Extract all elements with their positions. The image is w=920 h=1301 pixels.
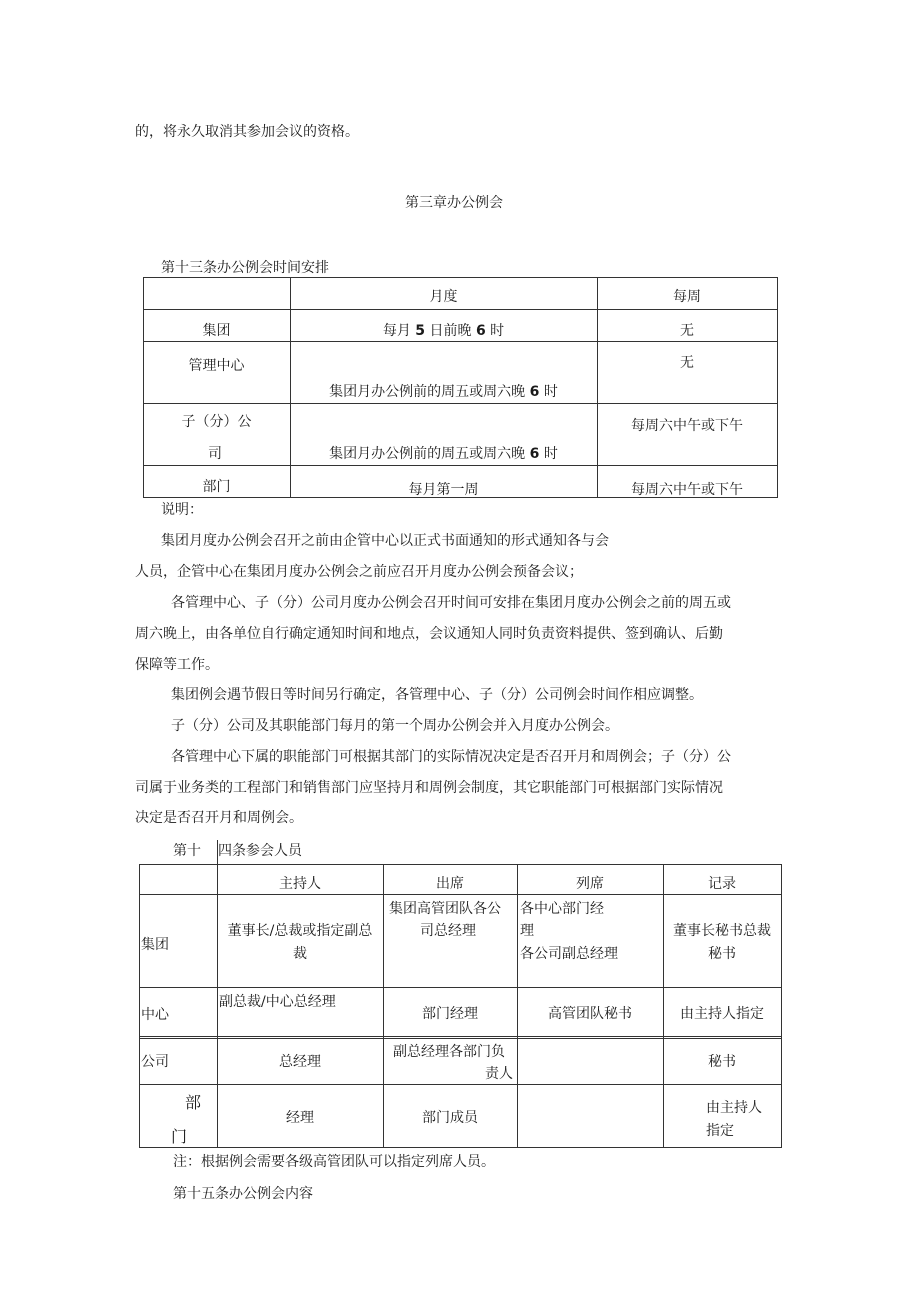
row-monthly-subsidiary: 集团月办公例前的周五或周六晚 6 时 <box>329 446 558 462</box>
att-observe-group-l2: 理 <box>520 923 534 939</box>
note-2-line-3: 保障等工作。 <box>135 657 219 673</box>
att-record-dept-l1: 由主持人 <box>706 1100 762 1116</box>
att-org-center: 中心 <box>141 1007 169 1023</box>
att-attend-company-l1: 副总经理各部门负 <box>393 1044 505 1060</box>
footnote: 注：根据例会需要各级高管团队可以指定列席人员。 <box>173 1154 495 1170</box>
row-weekly-center: 无 <box>680 355 694 371</box>
att-org-company: 公司 <box>141 1054 169 1070</box>
att-attend-group-l2: 司总经理 <box>420 923 476 939</box>
att-host-center: 副总裁/中心总经理 <box>219 994 336 1010</box>
note-1-line-2: 人员，企管中心在集团月度办公例会之前应召开月度办公例会预备会议； <box>135 564 583 580</box>
note-3: 集团例会遇节假日等时间另行确定，各管理中心、子（分）公司例会时间作相应调整。 <box>171 687 703 703</box>
note-5-line-3: 决定是否召开月和周例会。 <box>135 810 303 826</box>
note-4: 子（分）公司及其职能部门每月的第一个周办公例会并入月度办公例会。 <box>171 718 619 734</box>
att-record-dept-l2: 指定 <box>706 1123 734 1139</box>
att-attend-dept: 部门成员 <box>422 1110 478 1126</box>
col-header-attend: 出席 <box>436 876 464 892</box>
row-weekly-dept: 每周六中午或下午 <box>631 482 743 498</box>
col-header-host: 主持人 <box>279 876 321 892</box>
att-org-group: 集团 <box>141 937 169 953</box>
row-weekly-subsidiary: 每周六中午或下午 <box>631 418 743 434</box>
att-host-dept: 经理 <box>286 1110 314 1126</box>
article-14-title-a: 第十 <box>173 843 201 859</box>
col-header-observe: 列席 <box>576 876 604 892</box>
att-attend-company-l2: 责人 <box>485 1066 513 1082</box>
att-observe-group-l3: 各公司副总经理 <box>520 946 618 962</box>
att-observe-group-l1: 各中心部门经 <box>520 901 604 917</box>
note-5-line-2: 司属于业务类的工程部门和销售部门应坚持月和周例会制度，其它职能部门可根据部门实际情况 <box>135 780 723 796</box>
att-record-group-l1: 董事长秘书总裁 <box>673 923 771 939</box>
att-host-group-l1: 董事长/总裁或指定副总 <box>227 923 373 939</box>
notes-label: 说明： <box>161 502 203 518</box>
att-attend-center: 部门经理 <box>422 1006 478 1022</box>
article-14-title-b: 四条参会人员 <box>218 843 302 859</box>
row-weekly-group: 无 <box>680 323 694 339</box>
row-monthly-dept: 每月第一周 <box>408 482 479 498</box>
col-header-weekly: 每周 <box>673 289 701 305</box>
row-org-subsidiary-l2: 司 <box>208 446 222 462</box>
intro-line: 的，将永久取消其参加会议的资格。 <box>135 124 359 140</box>
att-attend-group-l1: 集团高管团队各公 <box>389 901 501 917</box>
row-org-group: 集团 <box>202 323 231 339</box>
row-monthly-group: 每月 5 日前晚 6 时 <box>382 323 505 339</box>
chapter-title: 第三章办公例会 <box>405 195 503 211</box>
article-15-title: 第十五条办公例会内容 <box>173 1186 313 1202</box>
att-record-group-l2: 秘书 <box>708 946 736 962</box>
row-org-subsidiary-l1: 子（分）公 <box>181 414 252 430</box>
att-host-company: 总经理 <box>279 1054 321 1070</box>
att-host-group-l2: 裁 <box>293 946 307 962</box>
note-1-line-1: 集团月度办公例会召开之前由企管中心以正式书面通知的形式通知各与会 <box>161 533 609 549</box>
note-2-line-1: 各管理中心、子（分）公司月度办公例会召开时间可安排在集团月度办公例会之前的周五或 <box>171 595 731 611</box>
row-org-dept: 部门 <box>202 479 231 495</box>
col-header-record: 记录 <box>708 876 736 892</box>
att-org-dept-l2: 门 <box>171 1127 188 1146</box>
att-org-dept-l1: 部 <box>185 1093 202 1112</box>
article-13-title: 第十三条办公例会时间安排 <box>161 260 329 276</box>
note-2-line-2: 周六晚上，由各单位自行确定通知时间和地点，会议通知人同时负责资料提供、签到确认、后勤 <box>135 626 723 642</box>
col-header-monthly: 月度 <box>429 289 458 305</box>
att-observe-center: 高管团队秘书 <box>548 1006 632 1022</box>
att-record-center: 由主持人指定 <box>680 1006 764 1022</box>
row-org-center: 管理中心 <box>188 358 245 374</box>
att-record-company: 秘书 <box>708 1054 736 1070</box>
note-5-line-1: 各管理中心下属的职能部门可根据其部门的实际情况决定是否召开月和周例会；子（分）公 <box>171 749 731 765</box>
row-monthly-center: 集团月办公例前的周五或周六晚 6 时 <box>329 384 558 400</box>
